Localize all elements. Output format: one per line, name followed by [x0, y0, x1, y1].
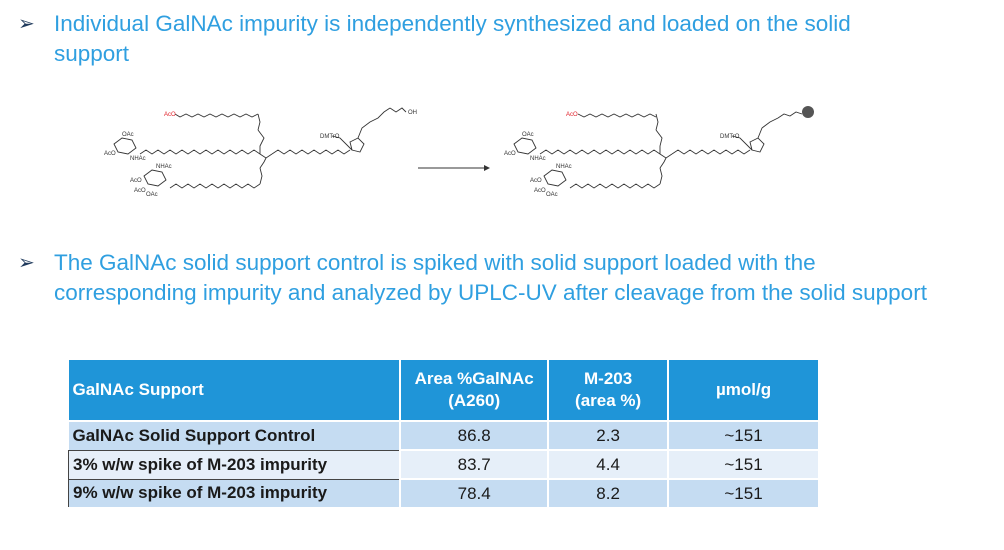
bullet-2: [18, 248, 938, 308]
reaction-scheme-drawing: [100, 92, 820, 222]
cell-area-galnac: 86.8: [400, 421, 548, 450]
table-row: [69, 421, 819, 450]
row-label: GalNAc Solid Support Control: [69, 421, 401, 450]
scheme-left-label-1: AcO: [164, 112, 176, 118]
cell-umol-g: ~151: [668, 479, 818, 507]
header-area-galnac: Area %GalNAc (A260): [400, 360, 548, 421]
table-row: [69, 450, 819, 479]
cell-umol-g: ~151: [668, 450, 818, 479]
solid-support-bead-icon: [802, 106, 814, 118]
scheme-left-label-7: OAc: [146, 192, 158, 198]
scheme-right-label-1: AcO: [566, 112, 578, 118]
scheme-right-label-4: NHAc: [530, 156, 546, 162]
scheme-right-label-5: NHAc: [556, 164, 572, 170]
bullet-2-text: The GalNAc solid support control is spiked with solid support loaded with the corresponding impurity and analyzed by UPLC-UV after cleavage from the solid support: [54, 250, 927, 305]
galnac-structure-left: [114, 108, 406, 188]
scheme-right-label-9: DMTrO: [720, 134, 740, 140]
scheme-left-label-9: DMTrO: [320, 134, 340, 140]
scheme-right-label-7: OAc: [546, 192, 558, 198]
galnac-structure-right: [514, 112, 802, 188]
reaction-scheme: [100, 92, 820, 222]
cell-m203: 8.2: [548, 479, 668, 507]
scheme-right-label-3: OAc: [522, 132, 534, 138]
cell-area-galnac: 78.4: [400, 479, 548, 507]
cell-m203: 2.3: [548, 421, 668, 450]
header-m203: M-203 (area %): [548, 360, 668, 421]
scheme-left-label-10: OH: [408, 110, 417, 116]
scheme-right-label-6: AcO: [530, 178, 542, 184]
results-table: [68, 360, 818, 507]
cell-area-galnac: 83.7: [400, 450, 548, 479]
cell-m203: 4.4: [548, 450, 668, 479]
table-row: [69, 479, 819, 507]
bullet-1: [18, 9, 918, 69]
row-label: 9% w/w spike of M-203 impurity: [69, 479, 401, 507]
scheme-right-label-2: AcO: [504, 151, 516, 157]
scheme-left-label-4: NHAc: [130, 156, 146, 162]
scheme-left-label-3: OAc: [122, 132, 134, 138]
row-label: 3% w/w spike of M-203 impurity: [69, 450, 401, 479]
bullet-1-text: Individual GalNAc impurity is independently synthesized and loaded on the solid support: [54, 11, 851, 66]
scheme-left-label-2: AcO: [104, 151, 116, 157]
cell-umol-g: ~151: [668, 421, 818, 450]
bullet-arrow-icon: ➢: [18, 252, 35, 274]
reaction-arrow-icon: [418, 165, 490, 171]
bullet-arrow-icon: ➢: [18, 13, 35, 35]
scheme-left-label-6: AcO: [130, 178, 142, 184]
scheme-right-label-8: AcO: [534, 188, 546, 194]
scheme-left-label-5: NHAc: [156, 164, 172, 170]
header-galnac-support: GalNAc Support: [69, 360, 401, 421]
header-umol-g: µmol/g: [668, 360, 818, 421]
scheme-left-label-8: AcO: [134, 188, 146, 194]
table-header-row: [69, 360, 819, 421]
